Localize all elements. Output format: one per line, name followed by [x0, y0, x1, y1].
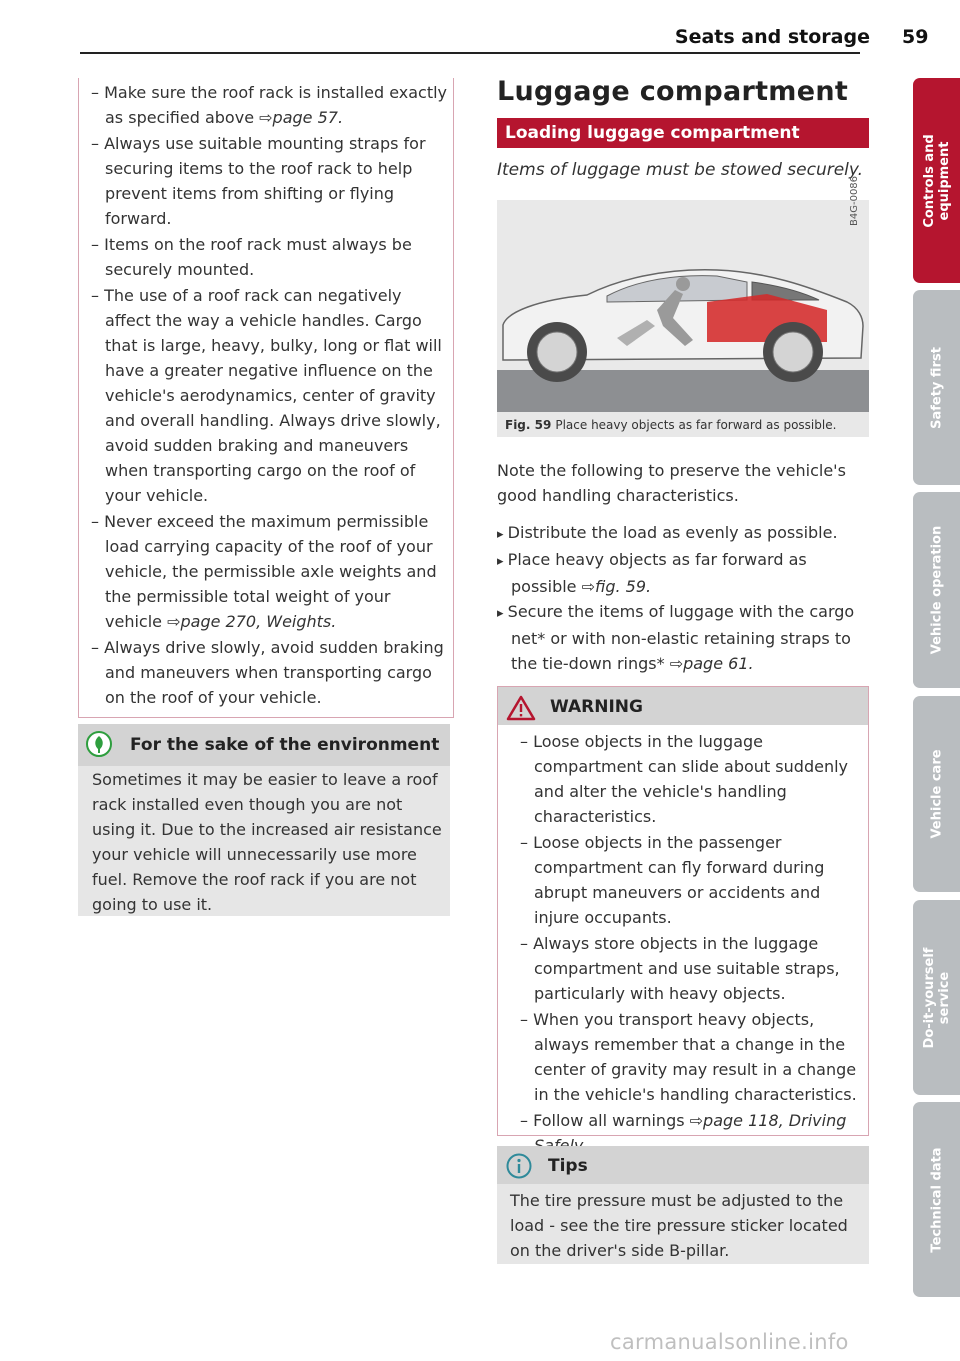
page-title: Luggage compartment	[497, 76, 849, 107]
car-loading-illustration	[497, 200, 869, 437]
page-reference-link[interactable]: ⇨page 270, Weights.	[167, 612, 337, 631]
environment-note-title: For the sake of the environment	[130, 735, 440, 755]
tips-title: Tips	[548, 1156, 588, 1176]
side-tab-technical-data[interactable]: Technical data	[913, 1102, 960, 1297]
figure-code: B4G-0086	[849, 175, 860, 226]
list-item: – Make sure the roof rack is installed exactly as specified above ⇨page 57.	[79, 80, 449, 130]
list-item: ▸ Distribute the load as evenly as possible.	[497, 520, 869, 547]
list-item: ▸ Secure the items of luggage with the cargo net* or with non-elastic retaining straps to the tie-down rings* ⇨page 61.	[497, 599, 869, 676]
side-tab-vehicle-operation[interactable]: Vehicle operation	[913, 492, 960, 688]
warning-triangle-icon	[506, 695, 536, 721]
warning-title: WARNING	[550, 697, 643, 717]
steps-list	[497, 520, 869, 676]
info-icon	[506, 1153, 532, 1179]
list-item: ▸ Place heavy objects as far forward as possible ⇨fig. 59.	[497, 547, 869, 599]
environment-leaf-icon	[86, 731, 112, 757]
list-item: – Loose objects in the passenger compartment can fly forward during abrupt maneuvers or accidents and injure occupants.	[508, 830, 860, 930]
figure-59	[497, 175, 869, 437]
intro-text: Items of luggage must be stowed securely.	[497, 160, 864, 180]
list-item: – Follow all warnings ⇨page 118, Driving	[508, 1108, 860, 1158]
list-item: – When you transport heavy objects, always remember that a change in the center of gravity may result in a change in the vehicle's handling characteristics.	[508, 1007, 860, 1107]
warning-continued-box	[78, 78, 454, 718]
side-tab-do-it-yourself-service[interactable]: Do-it-yourself service	[913, 900, 960, 1095]
list-item: – Loose objects in the luggage compartment can slide about suddenly and alter the vehicle's handling characteristics.	[508, 729, 860, 829]
environment-note-body: Sometimes it may be easier to leave a roof rack installed even though you are not using it. Due to the increased air resistance your vehicle will unnecessarily use more fuel. Remove the roof rack if you are not going to use it.	[92, 770, 442, 914]
watermark-text: carmanualsonline.info	[610, 1330, 849, 1354]
list-item: – Always store objects in the luggage compartment and use suitable straps, particularly with heavy objects.	[508, 931, 860, 1006]
list-item: – Always drive slowly, avoid sudden braking and maneuvers when transporting cargo on the roof of your vehicle.	[79, 635, 449, 710]
header-rule	[80, 52, 860, 54]
running-header-section: Seats and storage	[674, 26, 870, 48]
note-text: Note the following to preserve the vehicle's good handling characteristics.	[497, 461, 846, 505]
warning-continued-list	[79, 80, 449, 710]
warning-list	[508, 729, 860, 1159]
side-tab-vehicle-care[interactable]: Vehicle care	[913, 696, 960, 892]
figure-reference-link[interactable]: ⇨fig. 59.	[581, 577, 652, 596]
figure-caption: Fig. 59 Place heavy objects as far forward as possible.	[505, 418, 837, 432]
figure-label: Fig. 59	[505, 418, 552, 432]
list-item: – Always use suitable mounting straps for securing items to the roof rack to help prevent items from shifting or flying forward.	[79, 131, 449, 231]
side-tab-safety-first[interactable]: Safety first	[913, 290, 960, 485]
subheading: Loading luggage compartment	[505, 123, 800, 143]
side-tab-controls-and-equipment[interactable]: Controls and equipment	[913, 78, 960, 283]
page-reference-link[interactable]: ⇨page 61.	[669, 654, 754, 673]
page-reference-link[interactable]: ⇨page 118, Driving	[689, 1111, 847, 1130]
tips-body: The tire pressure must be adjusted to the load - see the tire pressure sticker located on the driver's side B-pillar.	[510, 1191, 848, 1260]
list-item: – Never exceed the maximum permissible load carrying capacity of the roof of your vehicle, the permissible axle weights and the permissible total weight of your vehicle ⇨page 270, Weights.	[79, 509, 449, 634]
list-item: – The use of a roof rack can negatively affect the way a vehicle handles. Cargo that is large, heavy, bulky, long or flat will have a greater negative influence on the vehicle's aerodynamics, center of gravity and overall handling. Always drive slowly, avoid sudden braking and maneuvers when transporting cargo on the roof of your vehicle.	[79, 283, 449, 508]
page-number: 59	[902, 26, 929, 48]
list-item: – Items on the roof rack must always be securely mounted.	[79, 232, 449, 282]
page-reference-link[interactable]: ⇨page 57.	[259, 108, 344, 127]
